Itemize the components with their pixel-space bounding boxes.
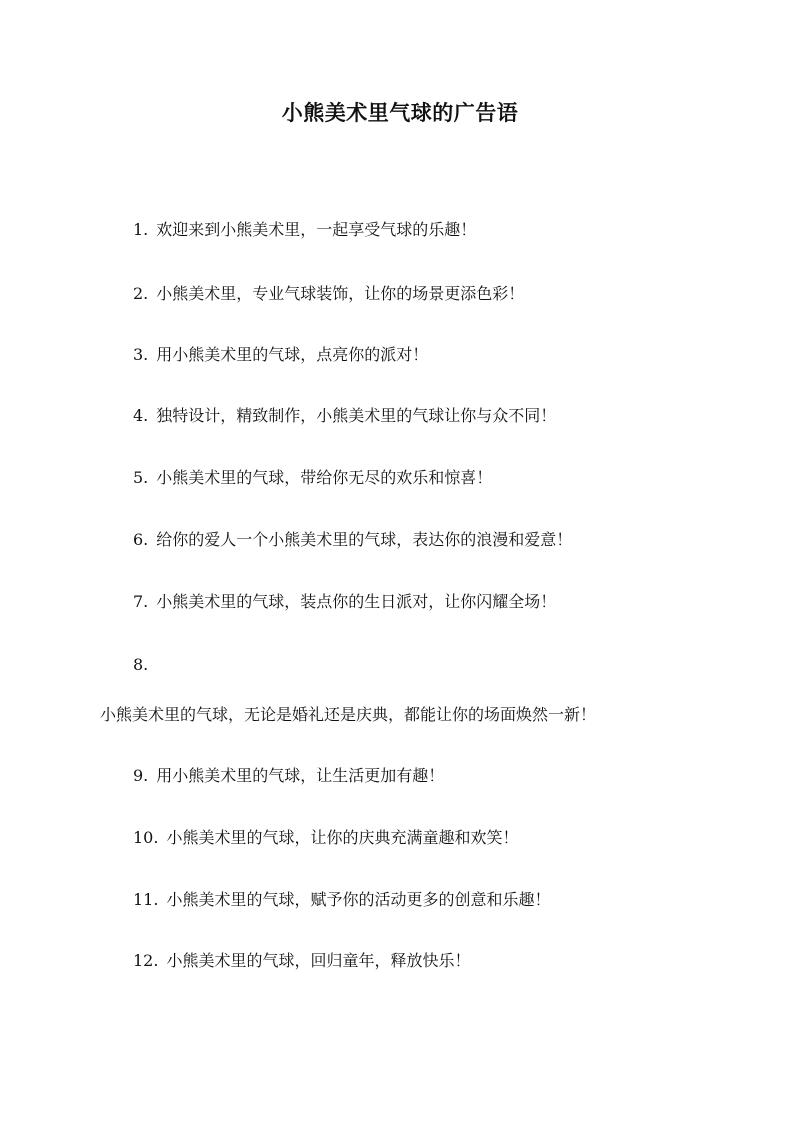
- list-item-text-wrapped: 小熊美术里的气球，无论是婚礼还是庆典，都能让你的场面焕然一新！: [100, 705, 597, 724]
- list-item-number: 11.: [133, 890, 159, 909]
- list-item: [133, 949, 470, 973]
- list-item-text: 小熊美术里的气球，赋予你的活动更多的创意和乐趣！: [166, 890, 551, 909]
- list-item-number: 10.: [133, 828, 159, 847]
- list-item: [133, 764, 444, 788]
- list-item-text: 小熊美术里的气球，回归童年，释放快乐！: [166, 951, 471, 970]
- list-item-number: 4.: [133, 406, 149, 425]
- list-item-text: 小熊美术里，专业气球装饰，让你的场景更添色彩！: [156, 284, 525, 303]
- list-item-text: 用小熊美术里的气球，点亮你的派对！: [156, 345, 429, 364]
- list-item-text: 用小熊美术里的气球，让生活更加有趣！: [156, 766, 445, 785]
- list-item-number: 3.: [133, 345, 149, 364]
- list-item: [133, 888, 550, 912]
- list-item-number: 6.: [133, 530, 149, 549]
- list-item-number: 5.: [133, 468, 149, 487]
- list-item-text: 独特设计，精致制作，小熊美术里的气球让你与众不同！: [156, 406, 557, 425]
- list-item-number: 1.: [133, 220, 149, 239]
- list-item: [133, 528, 572, 552]
- list-item-number: 9.: [133, 766, 149, 785]
- list-item-number-only: [133, 653, 156, 677]
- list-item: [133, 343, 428, 367]
- list-item: [133, 466, 492, 490]
- list-item-number: 7.: [133, 592, 149, 611]
- list-item-text: 小熊美术里的气球，装点你的生日派对，让你闪耀全场！: [156, 592, 557, 611]
- page-title: 小熊美术里气球的广告语: [281, 100, 519, 125]
- list-item-text: 小熊美术里的气球，带给你无尽的欢乐和惊喜！: [156, 468, 493, 487]
- list-item-text: 给你的爱人一个小熊美术里的气球，表达你的浪漫和爱意！: [156, 530, 573, 549]
- list-item: [133, 826, 518, 850]
- list-item-number: 2.: [133, 284, 149, 303]
- list-item: [133, 404, 556, 428]
- list-item: [133, 590, 556, 614]
- list-item-text: 小熊美术里的气球，让你的庆典充满童趣和欢笑！: [166, 828, 519, 847]
- list-item-text: 欢迎来到小熊美术里，一起享受气球的乐趣！: [156, 220, 477, 239]
- list-item-number: 8.: [133, 655, 149, 674]
- list-item: [133, 282, 524, 306]
- list-item: [133, 218, 476, 242]
- list-item-number: 12.: [133, 951, 159, 970]
